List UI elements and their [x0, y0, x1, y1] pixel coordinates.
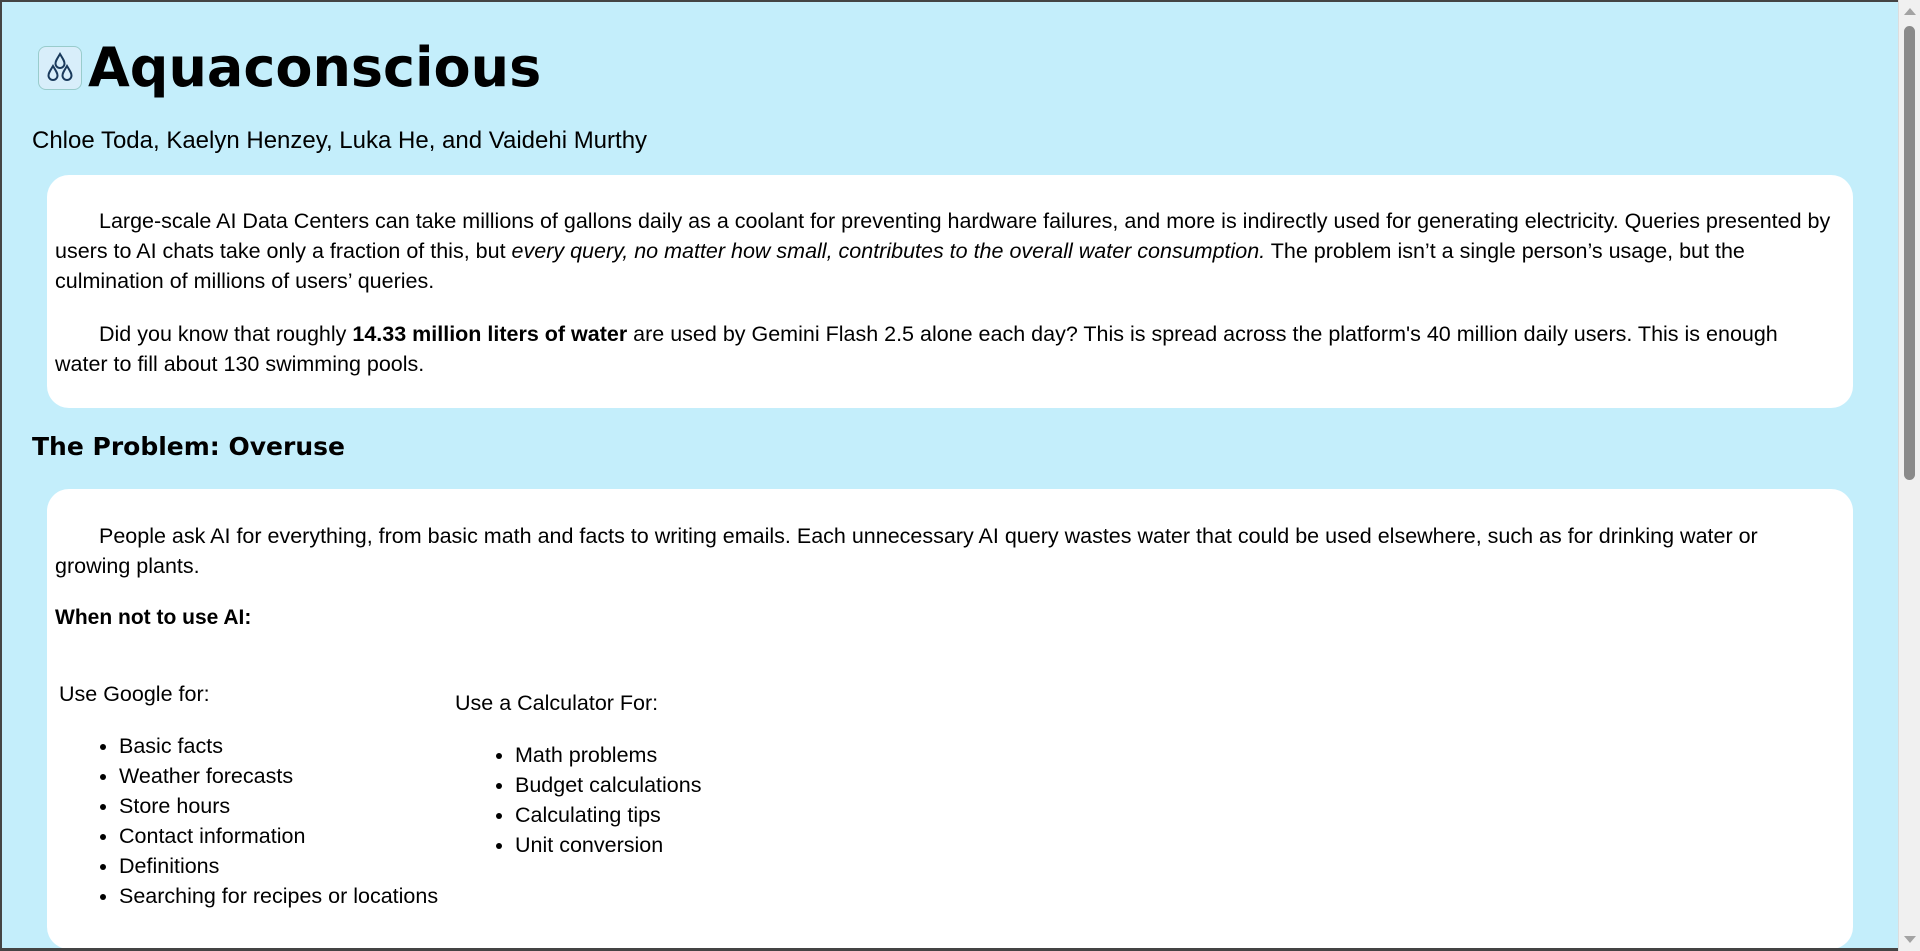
scroll-down-arrow-icon[interactable] — [1904, 936, 1916, 943]
problem-paragraph: People ask AI for everything, from basic math and facts to writing emails. Each unnecessary AI query wastes water that could be used elsewhere, such as for drinking water or growing plants. — [55, 524, 1758, 578]
calculator-heading: Use a Calculator For: — [455, 691, 659, 715]
intro-p1-emphasis: every query, no matter how small, contributes to the overall water consumption. — [511, 239, 1266, 263]
intro-paragraph-2 — [55, 319, 1833, 379]
scrollbar-thumb[interactable] — [1904, 26, 1915, 480]
list-item: • Definitions — [119, 851, 438, 881]
list-item: • Searching for recipes or locations — [119, 881, 438, 911]
intro-paragraph-1 — [55, 175, 1833, 296]
vertical-scrollbar[interactable] — [1898, 0, 1920, 951]
list-item: • Store hours — [119, 791, 438, 821]
intro-p1-start: Large-scale AI Data Centers can take millions of gallons daily as a coolant for preventing hardware failures, and more is indirectly used for generating electricity. Queries presented by users to AI chats take only a fraction of this, but — [55, 209, 1831, 263]
list-item: • Calculating tips — [515, 800, 701, 830]
calculator-column — [455, 688, 701, 860]
scroll-up-arrow-icon[interactable] — [1904, 8, 1916, 15]
intro-p1-end: The problem isn’t a single person’s usage, but the culmination of millions of users’ queries. — [55, 239, 1745, 293]
authors-line: Chloe Toda, Kaelyn Henzey, Luka He, and Vaidehi Murthy — [32, 127, 648, 154]
list-item: • Contact information — [119, 821, 438, 851]
list-item: • Basic facts — [119, 731, 438, 761]
google-column — [59, 679, 438, 911]
water-drops-icon — [38, 46, 82, 90]
list-item: • Math problems — [515, 740, 701, 770]
problem-section-title: The Problem: Overuse — [32, 432, 345, 461]
calculator-list — [455, 740, 701, 860]
when-not-to-use-ai-label: When not to use AI: — [55, 606, 252, 629]
site-title: Aquaconscious — [88, 36, 542, 99]
intro-p2-start: Did you know that roughly — [99, 322, 353, 346]
google-heading: Use Google for: — [59, 682, 210, 706]
water-stat-highlight: 14.33 million liters of water — [352, 322, 628, 346]
intro-card — [47, 175, 1853, 408]
list-item: • Unit conversion — [515, 830, 701, 860]
list-item: • Weather forecasts — [119, 761, 438, 791]
intro-p2-end: are used by Gemini Flash 2.5 alone each day? This is spread across the platform's 40 million daily users. This is enough water to fill about 130 swimming pools. — [55, 322, 1778, 376]
problem-card — [47, 489, 1853, 949]
site-header — [38, 38, 541, 98]
list-item: • Budget calculations — [515, 770, 701, 800]
google-list — [59, 731, 438, 911]
